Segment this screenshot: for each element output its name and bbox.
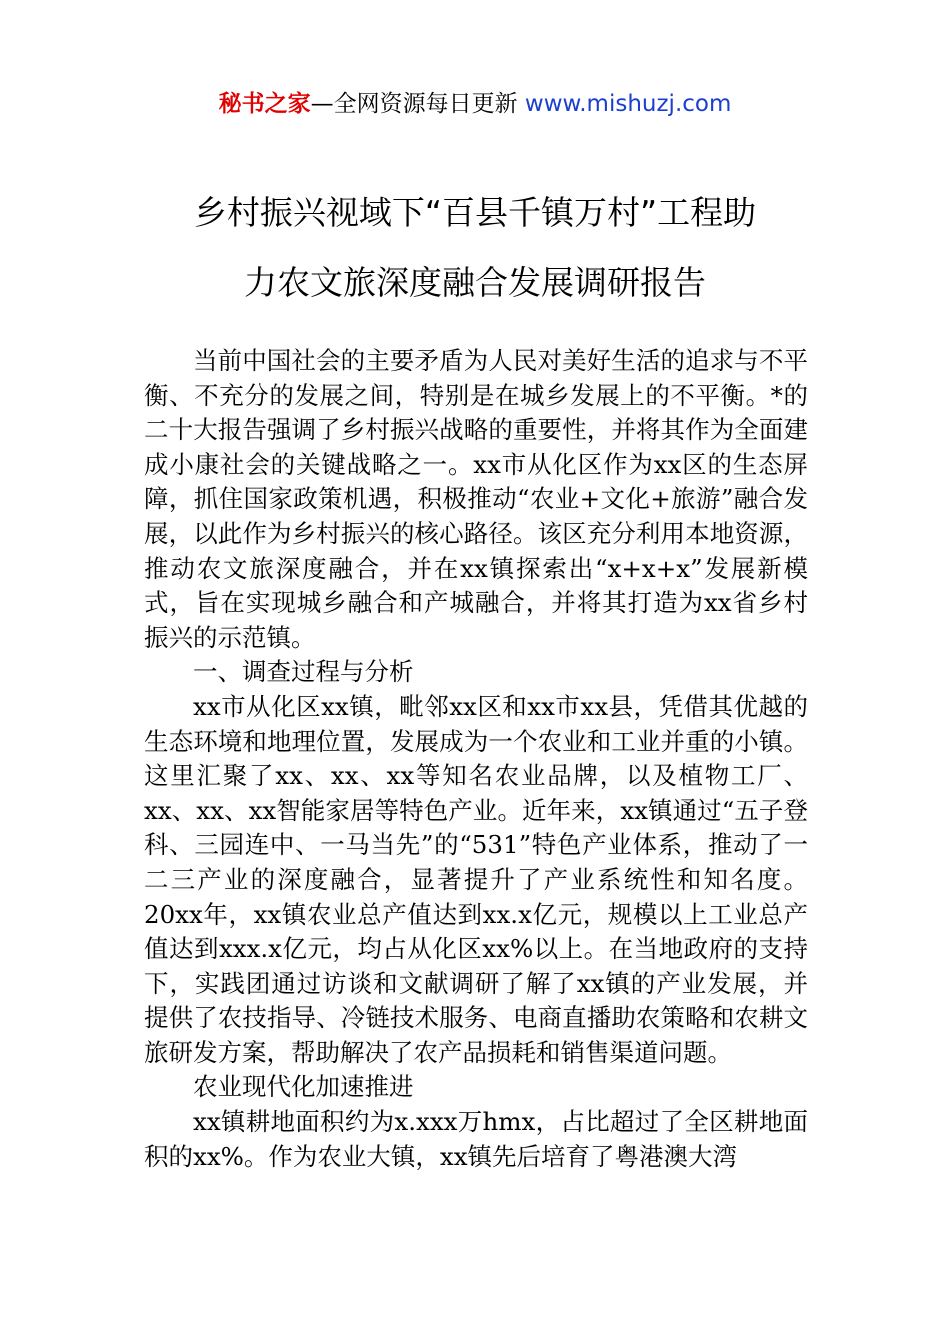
title-line-1: 乡村振兴视域下“百县千镇万村”工程助 [193,193,757,232]
subheading-agriculture-modernization: 农业现代化加速推进 [193,1072,414,1102]
town-overview-paragraph: xx市从化区xx镇，毗邻xx区和xx市xx县，凭借其优越的生态环境和地理位置，发展成为一个农业和工业并重的小镇。这里汇聚了xx、xx、xx等知名农业品牌，以及植物工厂、xx、xx、xx智能家居等特色产业。近年来，xx镇通过“五子登科、三园连中、一马当先”的“531”特色产业体系，推动了一二三产业的深度融合，显著提升了产业系统性和知名度。20xx年，xx镇农业总产值达到xx.x亿元，规模以上工业总产值达到xxx.x亿元，均占从化区xx%以上。在当地政府的支持下，实践团通过访谈和文献调研了解了xx镇的产业发展，并提供了农技指导、冷链技术服务、电商直播助农策略和农耕文旅研发方案，帮助解决了农产品损耗和销售渠道问题。 [144,691,808,1067]
document-title [120,178,830,318]
section-heading-investigation: 一、调查过程与分析 [193,657,414,687]
title-line-2: 力农文旅深度融合发展调研报告 [244,263,706,302]
site-tagline: —全网资源每日更新 [310,91,518,117]
site-header [0,86,950,122]
intro-paragraph: 当前中国社会的主要矛盾为人民对美好生活的追求与不平衡、不充分的发展之间，特别是在城乡发展上的不平衡。*的二十大报告强调了乡村振兴战略的重要性，并将其作为全面建成小康社会的关键战略之一。xx市从化区作为xx区的生态屏障，抓住国家政策机遇，积极推动“农业+文化+旅游”融合发展，以此作为乡村振兴的核心路径。该区充分利用本地资源，推动农文旅深度融合，并在xx镇探索出“x+x+x”发展新模式，旨在实现城乡融合和产城融合，并将其打造为xx省乡村振兴的示范镇。 [144,346,808,652]
document-body [144,344,808,1174]
site-brand: 秘书之家 [218,91,311,117]
farmland-paragraph: xx镇耕地面积约为x.xxx万hmx，占比超过了全区耕地面积的xx%。作为农业大镇，xx镇先后培育了粤港澳大湾 [144,1107,808,1171]
site-url-link[interactable]: www.mishuzj.com [524,91,732,117]
